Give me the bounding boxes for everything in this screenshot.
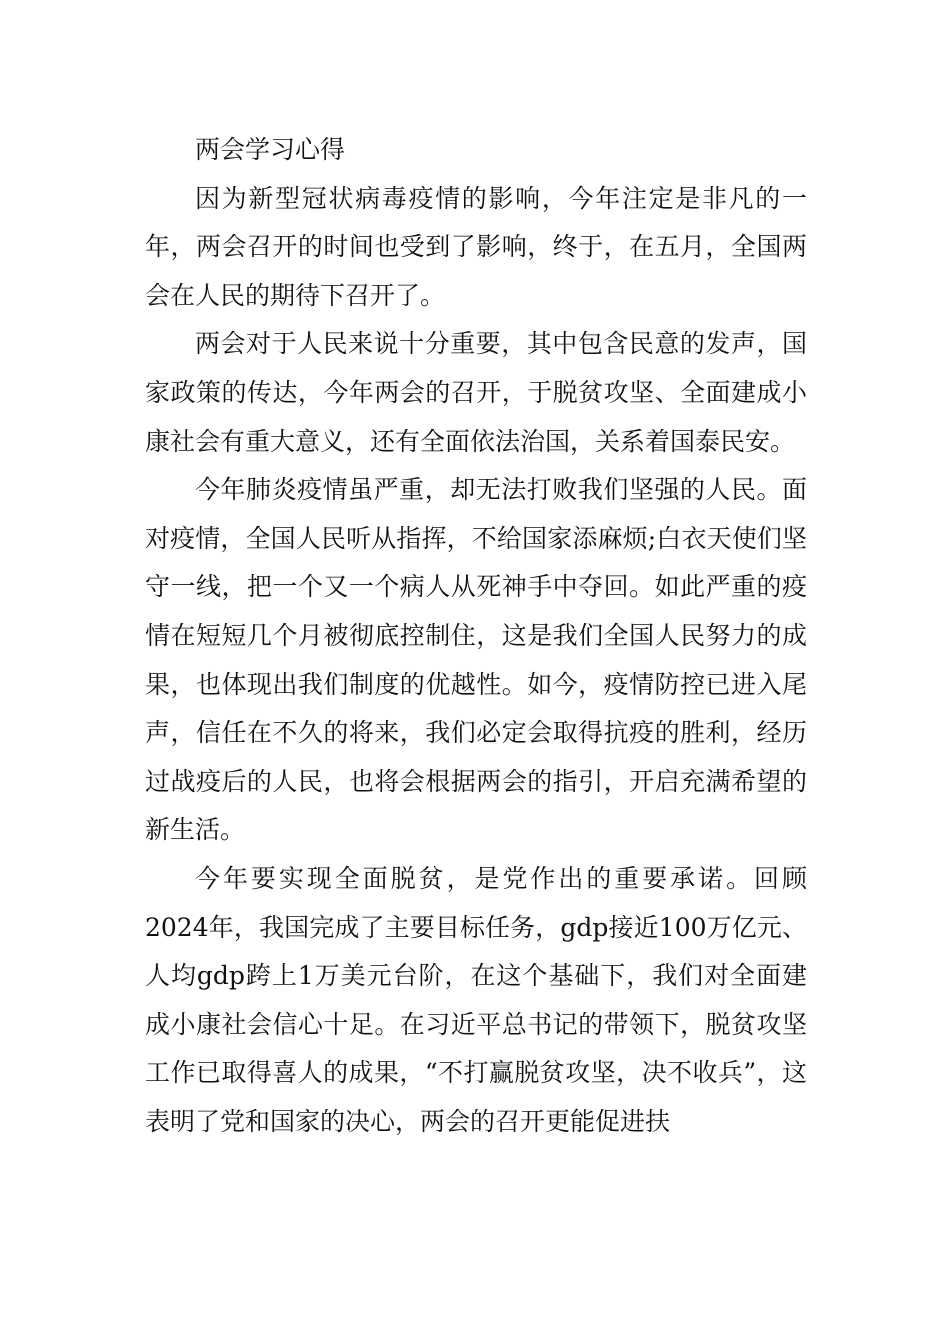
paragraph-1: 因为新型冠状病毒疫情的影响，今年注定是非凡的一年，两会召开的时间也受到了影响，终于，在五月，全国两会在人民的期待下召开了。 — [145, 183, 807, 310]
document-title: 两会学习心得 — [195, 135, 346, 164]
paragraph-3: 今年肺炎疫情虽严重，却无法打败我们坚强的人民。面对疫情，全国人民听从指挥，不给国家添麻烦;白衣天使们坚守一线，把一个又一个病人从死神手中夺回。如此严重的疫情在短短几个月被彻底控制住，这是我们全国人民努力的成果，也体现出我们制度的优越性。如今，疫情防控已进入尾声，信任在不久的将来，我们必定会取得抗疫的胜利，经历过战疫后的人民，也将会根据两会的指引，开启充满希望的新生活。 — [145, 475, 807, 845]
paragraph-2: 两会对于人民来说十分重要，其中包含民意的发声，国家政策的传达，今年两会的召开，于脱贫攻坚、全面建成小康社会有重大意义，还有全面依法治国，关系着国泰民安。 — [145, 329, 807, 456]
paragraph-4: 今年要实现全面脱贫，是党作出的重要承诺。回顾2024年，我国完成了主要目标任务，gdp接近100万亿元、人均gdp跨上1万美元台阶，在这个基础下，我们对全面建成小康社会信心十足。在习近平总书记的带领下，脱贫攻坚工作已取得喜人的成果，“不打赢脱贫攻坚，决不收兵”，这表明了党和国家的决心，两会的召开更能促进扶 — [145, 863, 807, 1136]
document-body — [145, 126, 807, 1146]
